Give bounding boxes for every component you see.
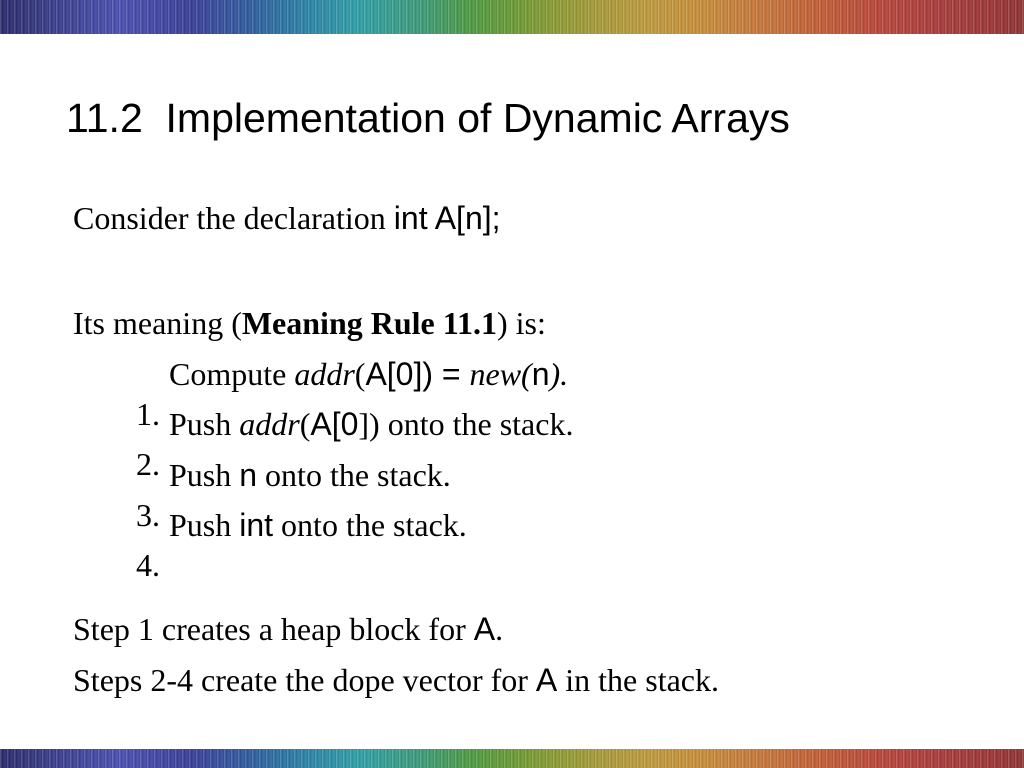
step-code-n: n	[531, 356, 550, 392]
top-decorative-stripe	[0, 0, 1024, 34]
step-item-4	[120, 505, 467, 625]
step-paren: (	[299, 406, 311, 442]
step-new: new(	[469, 356, 532, 392]
bottom-decorative-stripe	[0, 749, 1024, 768]
conclusion-code: A	[473, 611, 496, 647]
declaration-code: int A[n];	[393, 200, 501, 236]
meaning-suffix: ) is:	[496, 305, 546, 341]
conclusion-prefix: Step 1 creates a heap block for	[73, 611, 474, 647]
step-number: 3.	[136, 497, 160, 533]
step-number: 2.	[136, 446, 160, 482]
step-end: ).	[549, 356, 569, 392]
meaning-rule: Meaning Rule 11.1	[241, 305, 497, 341]
conclusion-line-2	[73, 660, 719, 700]
conclusion-suffix: .	[495, 611, 504, 647]
step-number: 1.	[136, 396, 160, 432]
slide-title: 11.2 Implementation of Dynamic Arrays	[66, 95, 790, 141]
step-code: int	[239, 507, 274, 543]
step-text: Push	[169, 507, 240, 543]
step-end: ]) onto the stack.	[358, 406, 574, 442]
step-equals: =	[433, 356, 470, 392]
step-end: onto the stack.	[257, 457, 451, 493]
meaning-prefix: Its meaning (	[73, 305, 242, 341]
step-addr: addr	[239, 406, 300, 442]
step-code: A[0])	[365, 356, 434, 392]
conclusion-code: A	[535, 662, 558, 698]
step-paren: (	[354, 356, 366, 392]
step-text: Push	[169, 457, 240, 493]
step-number: 4.	[136, 547, 160, 583]
meaning-line	[73, 303, 546, 343]
conclusion-suffix: in the stack.	[557, 662, 719, 698]
step-text: Compute	[169, 356, 295, 392]
step-addr: addr	[294, 356, 355, 392]
conclusion-prefix: Steps 2-4 create the dope vector for	[73, 662, 536, 698]
step-code: A[0	[310, 406, 359, 442]
declaration-prefix: Consider the declaration	[73, 200, 394, 236]
conclusion-line-1	[73, 609, 503, 649]
step-text: Push	[169, 406, 240, 442]
declaration-line	[73, 198, 501, 238]
step-end: onto the stack.	[273, 507, 467, 543]
step-code: n	[239, 457, 258, 493]
